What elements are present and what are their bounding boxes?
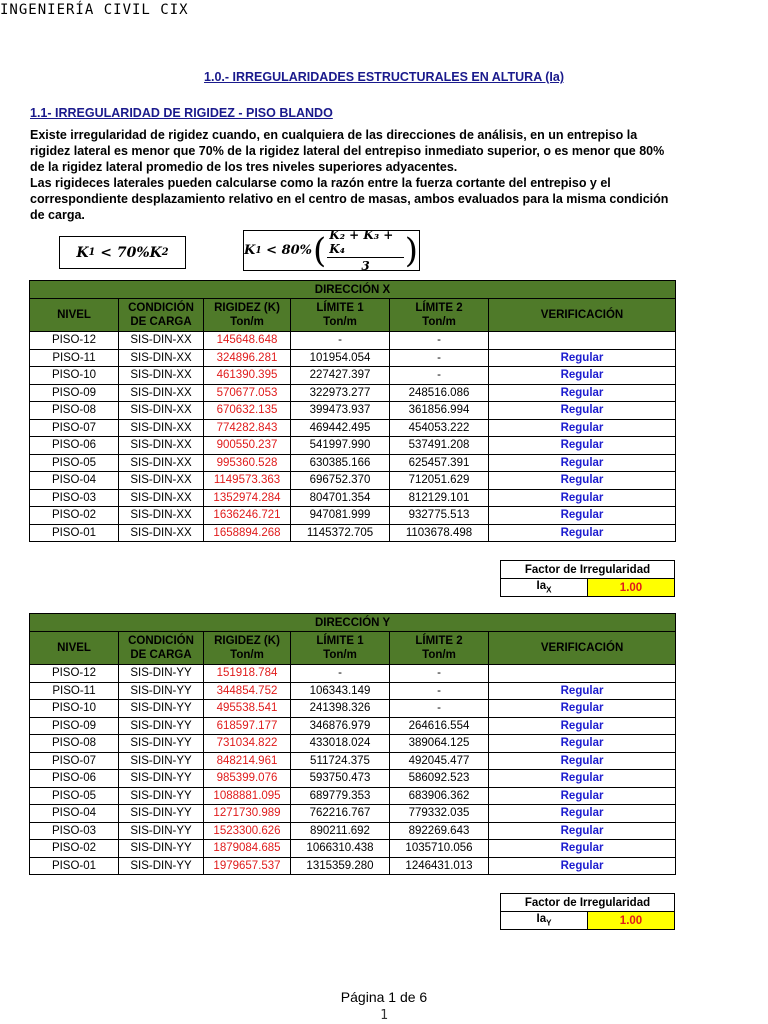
cell-condicion: SIS-DIN-YY (119, 665, 204, 683)
formula2-lhs-sub: 1 (255, 245, 262, 256)
formula1-lhs-sub: 1 (88, 247, 96, 258)
cell-limite-2: 1035710.056 (390, 840, 489, 858)
cell-nivel: PISO-08 (30, 735, 119, 753)
table-row (30, 507, 676, 525)
cell-verificacion: Regular (489, 489, 676, 507)
table-row (30, 735, 676, 753)
cell-nivel: PISO-01 (30, 857, 119, 875)
col-nivel: NIVEL (30, 632, 119, 665)
cell-rigidez: 1271730.989 (204, 805, 291, 823)
formula-80-percent (243, 230, 420, 271)
cell-verificacion: Regular (489, 805, 676, 823)
cell-verificacion: Regular (489, 402, 676, 420)
table-row (30, 402, 676, 420)
cell-nivel: PISO-10 (30, 700, 119, 718)
right-paren: ) (404, 230, 418, 271)
cell-rigidez: 461390.395 (204, 367, 291, 385)
cell-limite-1: 346876.979 (291, 717, 390, 735)
col-verificacion: VERIFICACIÓN (489, 299, 676, 332)
cell-limite-1: 241398.326 (291, 700, 390, 718)
formula2-op: < 80% (261, 243, 313, 258)
left-paren: ( (313, 230, 327, 271)
cell-condicion: SIS-DIN-XX (119, 437, 204, 455)
cell-limite-1: 433018.024 (291, 735, 390, 753)
factor-name-x: $Ia_X$ (501, 579, 588, 597)
cell-nivel: PISO-09 (30, 717, 119, 735)
cell-limite-2: 264616.554 (390, 717, 489, 735)
cell-limite-1: 101954.054 (291, 349, 390, 367)
table-row (30, 857, 676, 875)
subsection-title: 1.1- IRREGULARIDAD DE RIGIDEZ - PISO BLANDO (30, 106, 333, 120)
factor-table-y (500, 893, 675, 930)
formula2-lhs: K (244, 243, 256, 258)
section-title: 1.0.- IRREGULARIDADES ESTRUCTURALES EN ALTURA (Ia) (204, 70, 564, 84)
cell-nivel: PISO-10 (30, 367, 119, 385)
formula1-rhs: K (149, 244, 162, 261)
cell-rigidez: 1352974.284 (204, 489, 291, 507)
cell-limite-2: 248516.086 (390, 384, 489, 402)
col-condicion: CONDICIÓN DE CARGA (119, 632, 204, 665)
cell-nivel: PISO-02 (30, 507, 119, 525)
cell-limite-2: 1103678.498 (390, 524, 489, 542)
cell-condicion: SIS-DIN-XX (119, 524, 204, 542)
paragraph-1: Existe irregularidad de rigidez cuando, en cualquiera de las direcciones de análisis, en un entrepiso la rigidez lateral es menor que 70% de la rigidez lateral del entrepiso inmediato superior, o es menor que 80% de la rigidez lateral promedio de los tres niveles superiores adyacentes. (30, 128, 665, 174)
table-direction-x (29, 280, 676, 542)
formula2-fraction (327, 228, 403, 273)
factor-table-x (500, 560, 675, 597)
cell-condicion: SIS-DIN-XX (119, 384, 204, 402)
cell-rigidez: 1979657.537 (204, 857, 291, 875)
cell-verificacion: Regular (489, 367, 676, 385)
cell-limite-2: 1246431.013 (390, 857, 489, 875)
cell-verificacion: Regular (489, 770, 676, 788)
cell-limite-2: 586092.523 (390, 770, 489, 788)
cell-nivel: PISO-05 (30, 787, 119, 805)
cell-limite-2: - (390, 665, 489, 683)
cell-verificacion: Regular (489, 437, 676, 455)
table-row (30, 822, 676, 840)
cell-condicion: SIS-DIN-YY (119, 700, 204, 718)
table-row (30, 700, 676, 718)
cell-rigidez: 774282.843 (204, 419, 291, 437)
cell-condicion: SIS-DIN-YY (119, 840, 204, 858)
cell-limite-2: - (390, 332, 489, 350)
cell-rigidez: 995360.528 (204, 454, 291, 472)
cell-condicion: SIS-DIN-XX (119, 349, 204, 367)
paragraph-2: Las rigideces laterales pueden calcularse como la razón entre la fuerza cortante del entrepiso y el correspondiente desplazamiento relativo en el centro de masas, ambos evaluados para la misma condición de carga. (30, 176, 669, 222)
cell-limite-1: 511724.375 (291, 752, 390, 770)
table-row (30, 682, 676, 700)
col-limite-1: LÍMITE 1 Ton/m (291, 632, 390, 665)
cell-rigidez: 1658894.268 (204, 524, 291, 542)
cell-rigidez: 1636246.721 (204, 507, 291, 525)
formula2-numerator: K₂ + K₃ + K₄ (327, 228, 403, 258)
page-number: 1 (380, 1008, 388, 1023)
cell-verificacion: Regular (489, 454, 676, 472)
col-limite-1: LÍMITE 1 Ton/m (291, 299, 390, 332)
cell-limite-2: 361856.994 (390, 402, 489, 420)
cell-rigidez: 900550.237 (204, 437, 291, 455)
cell-condicion: SIS-DIN-XX (119, 507, 204, 525)
cell-limite-1: 630385.166 (291, 454, 390, 472)
cell-limite-1: 1066310.438 (291, 840, 390, 858)
cell-limite-2: 812129.101 (390, 489, 489, 507)
cell-limite-2: 625457.391 (390, 454, 489, 472)
cell-nivel: PISO-03 (30, 489, 119, 507)
cell-condicion: SIS-DIN-XX (119, 472, 204, 490)
page-footer: Página 1 de 6 (340, 989, 428, 1005)
cell-limite-2: 779332.035 (390, 805, 489, 823)
cell-verificacion: Regular (489, 682, 676, 700)
table-row (30, 787, 676, 805)
cell-rigidez: 344854.752 (204, 682, 291, 700)
cell-condicion: SIS-DIN-YY (119, 735, 204, 753)
cell-limite-1: 762216.767 (291, 805, 390, 823)
cell-limite-1: 469442.495 (291, 419, 390, 437)
cell-rigidez: 495538.541 (204, 700, 291, 718)
cell-limite-1: 322973.277 (291, 384, 390, 402)
cell-nivel: PISO-08 (30, 402, 119, 420)
cell-verificacion: Regular (489, 524, 676, 542)
table-row (30, 367, 676, 385)
cell-rigidez: 985399.076 (204, 770, 291, 788)
cell-verificacion: Regular (489, 349, 676, 367)
cell-condicion: SIS-DIN-XX (119, 489, 204, 507)
factor-label-y: Factor de Irregularidad (501, 894, 675, 912)
cell-condicion: SIS-DIN-YY (119, 805, 204, 823)
cell-rigidez: 731034.822 (204, 735, 291, 753)
formula-70-percent (59, 236, 186, 269)
cell-condicion: SIS-DIN-YY (119, 682, 204, 700)
cell-limite-2: 712051.629 (390, 472, 489, 490)
cell-limite-2: 932775.513 (390, 507, 489, 525)
cell-limite-1: 227427.397 (291, 367, 390, 385)
cell-limite-1: 804701.354 (291, 489, 390, 507)
cell-rigidez: 618597.177 (204, 717, 291, 735)
cell-limite-1: 1315359.280 (291, 857, 390, 875)
cell-limite-2: - (390, 700, 489, 718)
col-rigidez: RIGIDEZ (K) Ton/m (204, 299, 291, 332)
table-row (30, 472, 676, 490)
cell-condicion: SIS-DIN-YY (119, 787, 204, 805)
cell-limite-1: 696752.370 (291, 472, 390, 490)
cell-nivel: PISO-11 (30, 682, 119, 700)
cell-nivel: PISO-12 (30, 665, 119, 683)
cell-rigidez: 848214.961 (204, 752, 291, 770)
cell-rigidez: 1088881.095 (204, 787, 291, 805)
cell-nivel: PISO-06 (30, 770, 119, 788)
col-nivel: NIVEL (30, 299, 119, 332)
cell-verificacion (489, 332, 676, 350)
table-row (30, 752, 676, 770)
direction-y-title: DIRECCIÓN Y (30, 614, 676, 632)
cell-condicion: SIS-DIN-XX (119, 332, 204, 350)
formula1-lhs: K (76, 244, 89, 261)
cell-verificacion: Regular (489, 840, 676, 858)
cell-condicion: SIS-DIN-YY (119, 857, 204, 875)
table-row (30, 454, 676, 472)
cell-nivel: PISO-12 (30, 332, 119, 350)
cell-limite-1: 106343.149 (291, 682, 390, 700)
cell-rigidez: 570677.053 (204, 384, 291, 402)
cell-limite-1: - (291, 665, 390, 683)
cell-limite-1: 947081.999 (291, 507, 390, 525)
col-limite-2: LÍMITE 2 Ton/m (390, 632, 489, 665)
factor-value-x: 1.00 (588, 579, 675, 597)
cell-nivel: PISO-03 (30, 822, 119, 840)
cell-verificacion: Regular (489, 735, 676, 753)
cell-condicion: SIS-DIN-XX (119, 402, 204, 420)
cell-condicion: SIS-DIN-XX (119, 419, 204, 437)
cell-verificacion: Regular (489, 717, 676, 735)
cell-condicion: SIS-DIN-YY (119, 717, 204, 735)
formula1-rhs-sub: 2 (161, 247, 169, 258)
table-row (30, 805, 676, 823)
cell-nivel: PISO-04 (30, 472, 119, 490)
document-header: INGENIERÍA CIVIL CIX (0, 2, 189, 18)
factor-value-y: 1.00 (588, 912, 675, 930)
cell-nivel: PISO-07 (30, 752, 119, 770)
cell-nivel: PISO-04 (30, 805, 119, 823)
cell-verificacion: Regular (489, 822, 676, 840)
cell-limite-2: 492045.477 (390, 752, 489, 770)
cell-limite-2: 389064.125 (390, 735, 489, 753)
table-row (30, 437, 676, 455)
cell-condicion: SIS-DIN-YY (119, 822, 204, 840)
table-row (30, 524, 676, 542)
cell-verificacion: Regular (489, 384, 676, 402)
factor-name-y: $Ia_Y$ (501, 912, 588, 930)
cell-condicion: SIS-DIN-XX (119, 367, 204, 385)
cell-condicion: SIS-DIN-XX (119, 454, 204, 472)
table-direction-y (29, 613, 676, 875)
factor-label-x: Factor de Irregularidad (501, 561, 675, 579)
cell-nivel: PISO-07 (30, 419, 119, 437)
col-condicion: CONDICIÓN DE CARGA (119, 299, 204, 332)
table-row (30, 384, 676, 402)
cell-verificacion (489, 665, 676, 683)
table-row (30, 419, 676, 437)
cell-rigidez: 670632.135 (204, 402, 291, 420)
cell-nivel: PISO-02 (30, 840, 119, 858)
cell-rigidez: 1523300.626 (204, 822, 291, 840)
cell-verificacion: Regular (489, 700, 676, 718)
table-row (30, 349, 676, 367)
table-row (30, 332, 676, 350)
cell-rigidez: 1149573.363 (204, 472, 291, 490)
cell-limite-2: - (390, 367, 489, 385)
col-limite-2: LÍMITE 2 Ton/m (390, 299, 489, 332)
cell-limite-1: 593750.473 (291, 770, 390, 788)
cell-rigidez: 145648.648 (204, 332, 291, 350)
formula1-op: < 70% (95, 244, 150, 261)
cell-limite-1: 890211.692 (291, 822, 390, 840)
cell-verificacion: Regular (489, 472, 676, 490)
formula2-denominator: 3 (361, 259, 370, 273)
cell-verificacion: Regular (489, 507, 676, 525)
cell-verificacion: Regular (489, 787, 676, 805)
table-row (30, 665, 676, 683)
cell-limite-2: - (390, 682, 489, 700)
cell-limite-1: 399473.937 (291, 402, 390, 420)
cell-rigidez: 324896.281 (204, 349, 291, 367)
cell-rigidez: 1879084.685 (204, 840, 291, 858)
cell-nivel: PISO-05 (30, 454, 119, 472)
col-rigidez: RIGIDEZ (K) Ton/m (204, 632, 291, 665)
cell-verificacion: Regular (489, 857, 676, 875)
cell-limite-1: 1145372.705 (291, 524, 390, 542)
cell-limite-2: 892269.643 (390, 822, 489, 840)
cell-nivel: PISO-09 (30, 384, 119, 402)
cell-limite-1: - (291, 332, 390, 350)
cell-verificacion: Regular (489, 752, 676, 770)
cell-limite-1: 689779.353 (291, 787, 390, 805)
cell-nivel: PISO-01 (30, 524, 119, 542)
cell-limite-2: 537491.208 (390, 437, 489, 455)
cell-rigidez: 151918.784 (204, 665, 291, 683)
cell-nivel: PISO-06 (30, 437, 119, 455)
table-row (30, 717, 676, 735)
cell-limite-1: 541997.990 (291, 437, 390, 455)
cell-verificacion: Regular (489, 419, 676, 437)
cell-limite-2: - (390, 349, 489, 367)
table-row (30, 840, 676, 858)
cell-condicion: SIS-DIN-YY (119, 770, 204, 788)
direction-x-title: DIRECCIÓN X (30, 281, 676, 299)
cell-condicion: SIS-DIN-YY (119, 752, 204, 770)
table-row (30, 770, 676, 788)
cell-nivel: PISO-11 (30, 349, 119, 367)
description-text (30, 127, 680, 223)
cell-limite-2: 454053.222 (390, 419, 489, 437)
table-row (30, 489, 676, 507)
col-verificacion: VERIFICACIÓN (489, 632, 676, 665)
cell-limite-2: 683906.362 (390, 787, 489, 805)
